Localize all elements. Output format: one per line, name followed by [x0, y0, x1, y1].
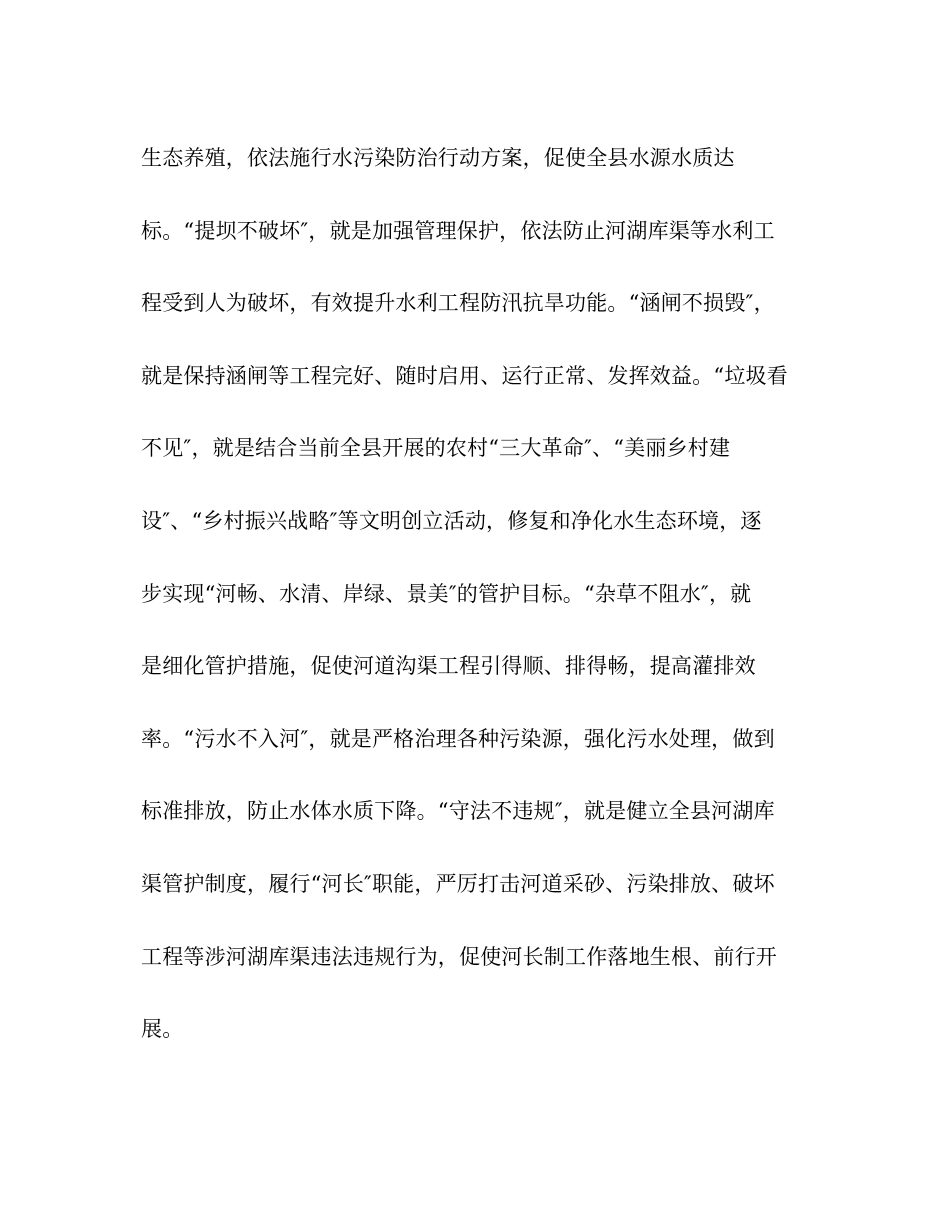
text-line-12: 工程等涉河湖库渠违法违规行为，促使河长制工作落地生根、前行开	[141, 944, 777, 969]
body-paragraph	[141, 139, 821, 1083]
text-line-1: 生态养殖，依法施行水污染防治行动方案，促使全县水源水质达	[141, 146, 735, 170]
text-line-2: 标。“提坝不破坏″，就是加强管理保护，依法防止河湖库渠等水利工	[141, 218, 775, 243]
text-line-3: 程受到人为破坏，有效提升水利工程防汛抗旱功能。“涵闸不损毁″，	[141, 291, 775, 316]
text-line-11: 渠管护制度，履行“河长″职能，严厉打击河道采砂、污染排放、破坏	[141, 871, 775, 896]
text-line-5: 不见″，就是结合当前全县开展的农村“三大革命″、“美丽乡村建	[141, 436, 731, 461]
text-line-7: 步实现“河畅、水清、岸绿、景美″的管护目标。“杂草不阻水″，就	[141, 581, 752, 606]
text-line-10: 标准排放，防止水体水质下降。“守法不违规″，就是健立全县河湖库	[141, 799, 775, 824]
text-line-4: 就是保持涵闸等工程完好、随时启用、运行正常、发挥效益。“垃圾看	[141, 363, 788, 388]
text-line-13: 展。	[141, 1017, 184, 1042]
text-line-8: 是细化管护措施，促使河道沟渠工程引得顺、排得畅，提高灌排效	[141, 654, 756, 679]
text-line-6: 设″、“乡村振兴战略″等文明创立活动，修复和净化水生态环境，逐	[141, 508, 762, 533]
text-line-9: 率。“污水不入河″，就是严格治理各种污染源，强化污水处理，做到	[141, 726, 775, 751]
